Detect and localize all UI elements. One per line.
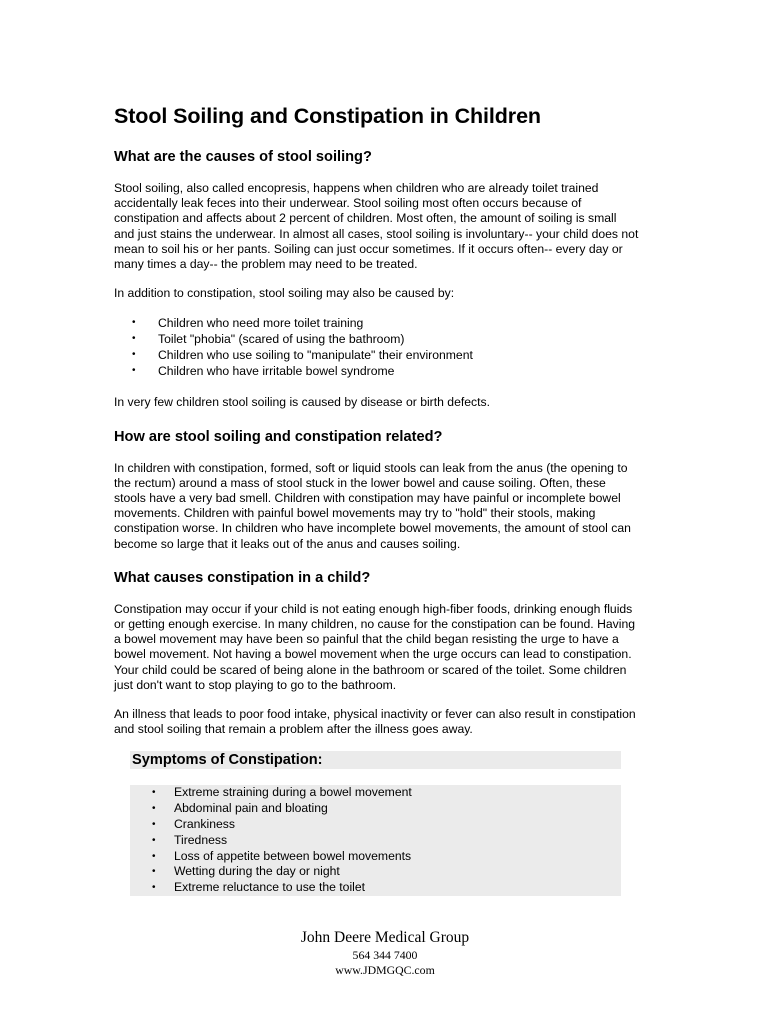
bullet-icon: • — [132, 317, 136, 329]
constipation-paragraph-2: An illness that leads to poor food intake, physical inactivity or fever can also result in constipation and stool soiling that remain a problem after the illness goes away. — [114, 707, 636, 737]
bullet-icon: • — [132, 349, 136, 361]
list-item: • Abdominal pain and bloating — [152, 801, 328, 816]
causes-paragraph-2: In addition to constipation, stool soiling may also be caused by: — [114, 286, 455, 301]
symptoms-box — [130, 751, 621, 896]
footer-website: www.JDMGQC.com — [335, 963, 435, 977]
causes-list — [114, 315, 639, 379]
bullet-icon: • — [152, 882, 156, 894]
section-heading-causes: What are the causes of stool soiling? — [114, 149, 372, 165]
section-heading-constipation-causes: What causes constipation in a child? — [114, 569, 371, 586]
list-item: • Children who use soiling to "manipulate" their environment — [132, 348, 473, 363]
bullet-icon: • — [132, 333, 136, 345]
related-paragraph: In children with constipation, formed, soft or liquid stools can leak from the anus (the opening to the rectum) around a mass of stool stuck in the lower bowel and cause soiling. Often, these stools have a very bad smell. Children with constipation may have painful or incomplete bowel movements. Children with painful bowel movements may try to "hold" their stools, making constipation worse. In children who have incomplete bowel movements, the amount of stool can become so large that it leaks out of the anus and causes soiling. — [114, 460, 631, 551]
symptoms-heading: Symptoms of Constipation: — [130, 751, 621, 769]
footer-phone: 564 344 7400 — [352, 948, 418, 962]
bullet-icon: • — [152, 834, 156, 846]
list-item: • Tiredness — [152, 832, 228, 847]
list-item: • Toilet "phobia" (scared of using the bathroom) — [132, 332, 405, 347]
symptoms-list — [130, 785, 621, 896]
constipation-paragraph-1: Constipation may occur if your child is not eating enough high-fiber foods, drinking enough fluids or getting enough exercise. In many children, no cause for the constipation can be found. Having a bowel movement may have been so painful that the child began resisting the urge to have a bowel movement. Not having a bowel movement when the urge occurs can lead to constipation. Your child could be scared of being alone in the bathroom or scared of the toilet. Some children just don't want to stop playing to go to the bathroom. — [114, 601, 636, 692]
causes-paragraph-3: In very few children stool soiling is caused by disease or birth defects. — [114, 395, 490, 410]
bullet-icon: • — [152, 787, 156, 799]
bullet-icon: • — [132, 365, 136, 377]
list-item: • Extreme straining during a bowel movement — [152, 785, 412, 800]
bullet-icon: • — [152, 850, 156, 862]
bullet-icon: • — [152, 803, 156, 815]
list-item: • Loss of appetite between bowel movements — [152, 848, 412, 863]
document-body — [114, 104, 639, 896]
list-item: • Crankiness — [152, 817, 235, 832]
page-title: Stool Soiling and Constipation in Children — [114, 104, 541, 128]
list-item: • Children who need more toilet training — [132, 316, 364, 331]
causes-paragraph-1: Stool soiling, also called encopresis, happens when children who are already toilet trained accidentally leak feces into their underwear. Stool soiling most often occurs because of constipation and affects about 2 percent of children. Most often, the amount of soiling is small and just stains the underwear. In almost all cases, stool soiling is involuntary-- your child does not mean to soil his or her pants. Soiling can just occur sometimes. If it occurs often-- every day or many times a day-- the problem may need to be treated. — [114, 181, 639, 272]
section-heading-related: How are stool soiling and constipation related? — [114, 428, 443, 445]
bullet-icon: • — [152, 819, 156, 831]
bullet-icon: • — [152, 866, 156, 878]
list-item: • Children who have irritable bowel syndrome — [132, 364, 395, 379]
footer-organization: John Deere Medical Group — [300, 929, 470, 946]
footer — [0, 928, 770, 978]
list-item: • Wetting during the day or night — [152, 864, 340, 879]
list-item: • Extreme reluctance to use the toilet — [152, 880, 366, 895]
